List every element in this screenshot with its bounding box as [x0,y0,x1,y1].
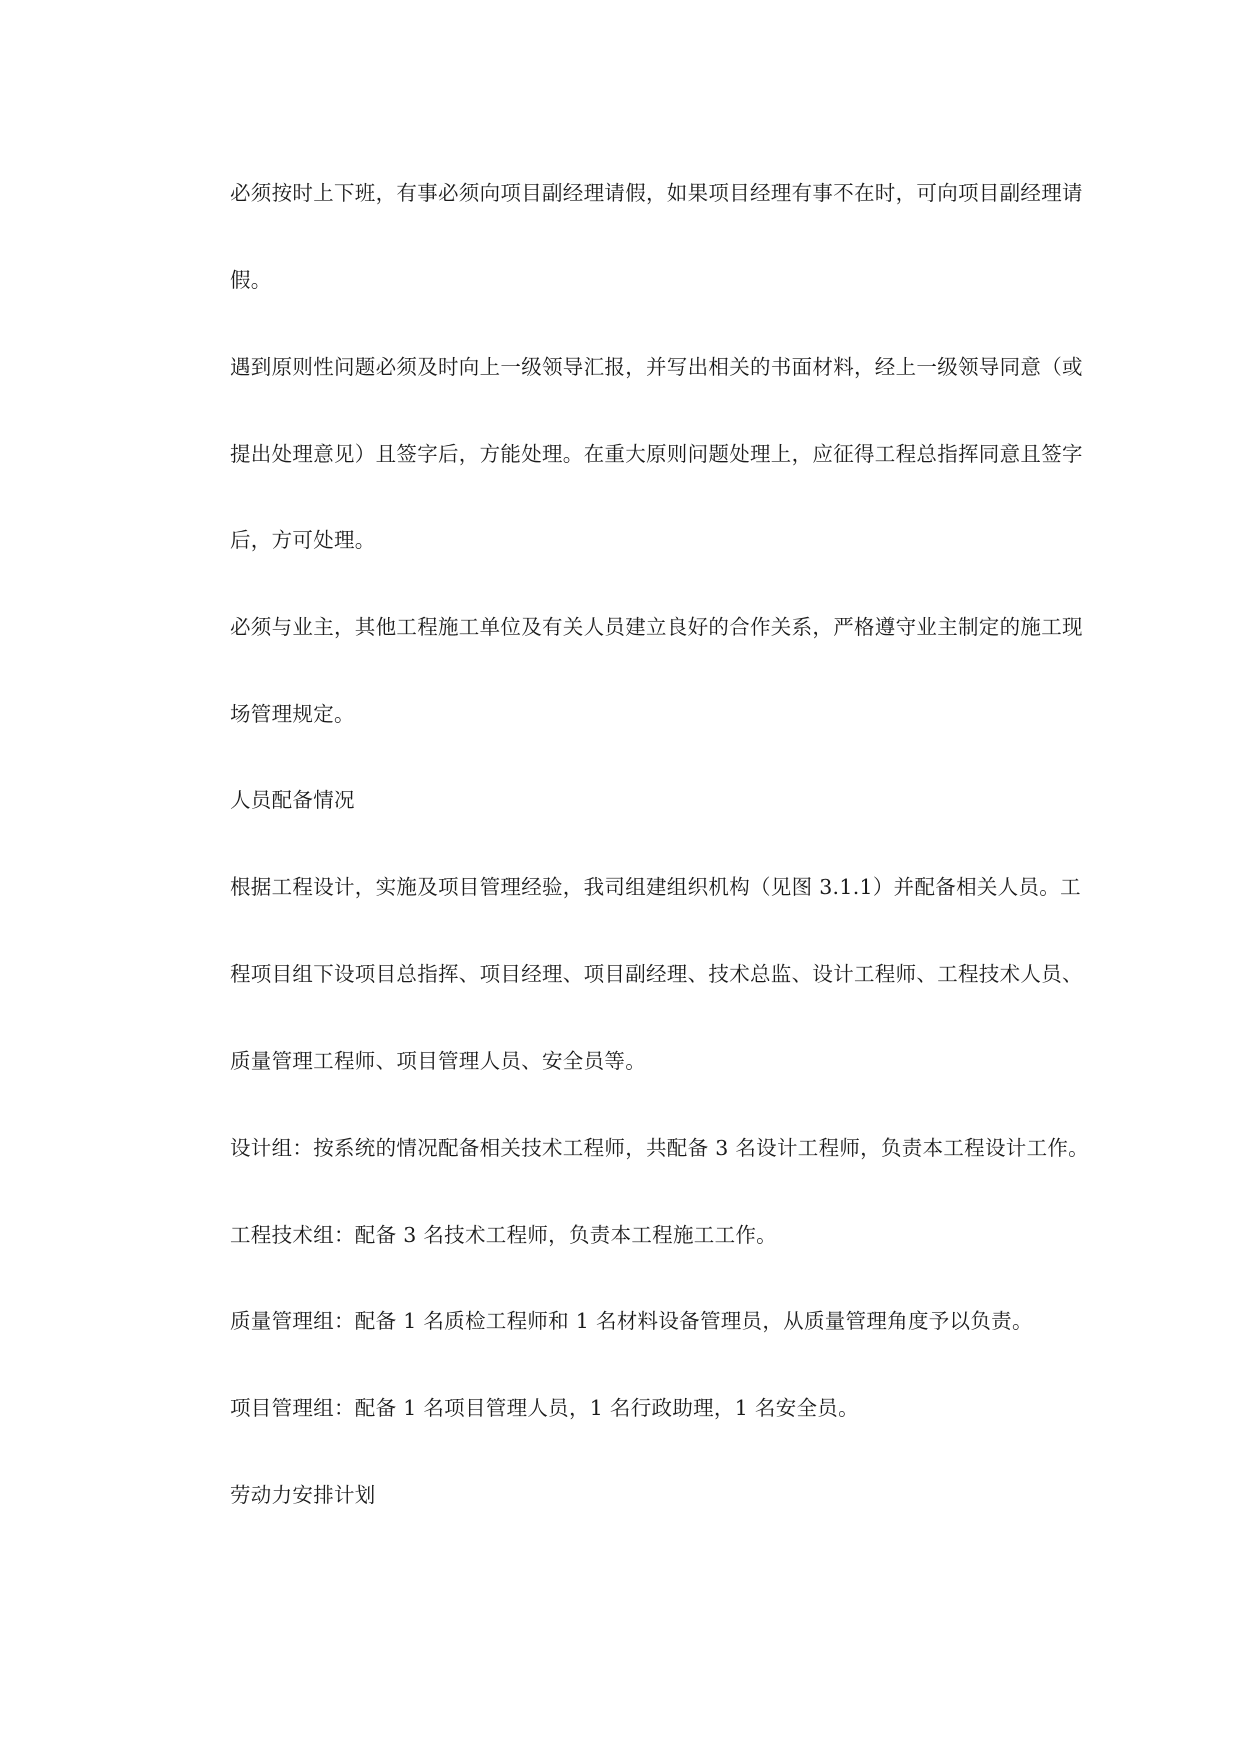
section-heading-labor-plan: 劳动力安排计划 [230,1483,376,1507]
text-line-1: 必须按时上下班，有事必须向项目副经理请假，如果项目经理有事不在时，可向项目副经理请 [230,181,1083,205]
text-line-11: 质量管理工程师、项目管理人员、安全员等。 [230,1049,646,1073]
text-line-4: 提出处理意见）且签字后，方能处理。在重大原则问题处理上，应征得工程总指挥同意且签字 [230,442,1083,466]
text-line-14: 质量管理组：配备 1 名质检工程师和 1 名材料设备管理员，从质量管理角度予以负责。 [230,1309,1033,1333]
text-line-7: 场管理规定。 [230,702,355,726]
text-line-12: 设计组：按系统的情况配备相关技术工程师，共配备 3 名设计工程师，负责本工程设计工作。 [230,1136,1089,1160]
text-line-13: 工程技术组：配备 3 名技术工程师，负责本工程施工工作。 [230,1223,777,1247]
text-line-5: 后，方可处理。 [230,528,376,552]
text-line-9: 根据工程设计，实施及项目管理经验，我司组建组织机构（见图 3.1.1）并配备相关人员。工 [230,875,1081,899]
text-line-6: 必须与业主，其他工程施工单位及有关人员建立良好的合作关系，严格遵守业主制定的施工现 [230,615,1083,639]
text-line-10: 程项目组下设项目总指挥、项目经理、项目副经理、技术总监、设计工程师、工程技术人员、 [230,962,1083,986]
text-line-2: 假。 [230,268,272,292]
text-line-15: 项目管理组：配备 1 名项目管理人员，1 名行政助理，1 名安全员。 [230,1396,859,1420]
section-heading-staffing: 人员配备情况 [230,788,355,812]
text-line-3: 遇到原则性问题必须及时向上一级领导汇报，并写出相关的书面材料，经上一级领导同意（或 [230,355,1083,379]
